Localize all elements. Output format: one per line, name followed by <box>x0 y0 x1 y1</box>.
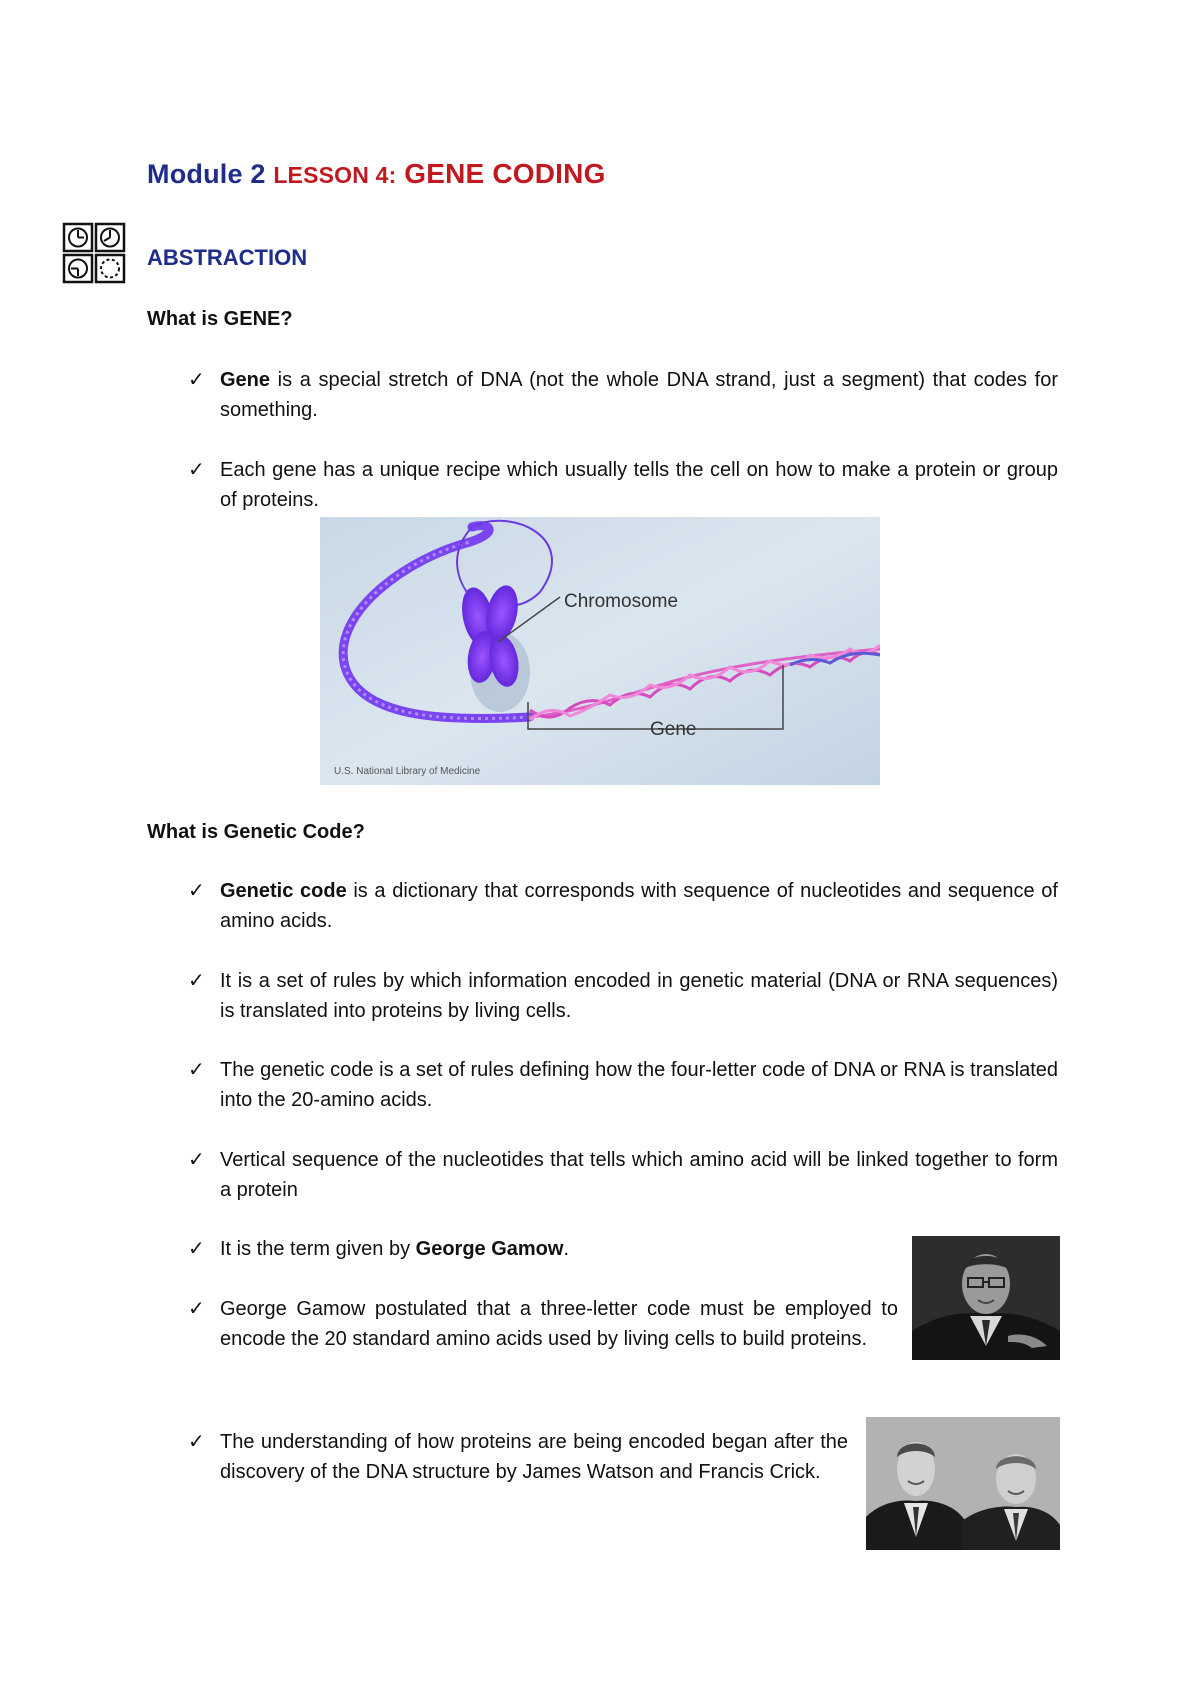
george-gamow-photo <box>912 1236 1060 1360</box>
checkmark-icon: ✓ <box>188 369 205 391</box>
lesson-label: LESSON 4: <box>273 162 397 188</box>
four-panel-clock-icon <box>62 222 126 284</box>
list-item: ✓ Gene is a special stretch of DNA (not the whole DNA strand, just a segment) that codes for something. <box>188 365 1058 425</box>
chromosome-gene-figure <box>320 517 880 785</box>
list-item: ✓ It is a set of rules by which information encoded in genetic material (DNA or RNA sequences) is translated into proteins by living cells. <box>188 966 1058 1026</box>
person-george-gamow: George Gamow <box>415 1238 564 1260</box>
section-heading: ABSTRACTION <box>147 245 308 270</box>
lesson-topic: GENE CODING <box>404 158 606 189</box>
question-gene: What is GENE? <box>147 308 293 330</box>
checkmark-icon: ✓ <box>188 970 205 992</box>
checkmark-icon: ✓ <box>188 1431 205 1453</box>
list-item: ✓ The understanding of how proteins are being encoded began after the discovery of the DNA structure by James Watson and Francis Crick. <box>188 1427 848 1517</box>
list-item: ✓ Vertical sequence of the nucleotides that tells which amino acid will be linked together to form a protein <box>188 1145 1058 1205</box>
chromosome-label: Chromosome <box>564 591 679 612</box>
image-credit: U.S. National Library of Medicine <box>334 766 481 777</box>
list-item: ✓ The genetic code is a set of rules defining how the four-letter code of DNA or RNA is translated into the 20-amino acids. <box>188 1055 1058 1115</box>
list-item: ✓ Each gene has a unique recipe which usually tells the cell on how to make a protein or group of proteins. <box>188 455 1058 515</box>
gene-label: Gene <box>650 719 697 740</box>
checkmark-icon: ✓ <box>188 1149 205 1171</box>
module-label: Module 2 <box>147 159 266 189</box>
list-item: ✓ Genetic code is a dictionary that corresponds with sequence of nucleotides and sequence of amino acids. <box>188 876 1058 936</box>
lesson-title <box>147 158 606 190</box>
checkmark-icon: ✓ <box>188 1238 205 1260</box>
term-genetic-code: Genetic code <box>220 880 347 902</box>
checkmark-icon: ✓ <box>188 1298 205 1320</box>
checkmark-icon: ✓ <box>188 880 205 902</box>
term-gene: Gene <box>220 369 271 391</box>
checkmark-icon: ✓ <box>188 1059 205 1081</box>
list-item: ✓ George Gamow postulated that a three-letter code must be employed to encode the 20 standard amino acids used by living cells to build proteins. <box>188 1294 898 1384</box>
checkmark-icon: ✓ <box>188 459 205 481</box>
question-genetic-code: What is Genetic Code? <box>147 821 365 843</box>
watson-crick-photo <box>866 1417 1060 1550</box>
list-item: ✓ It is the term given by George Gamow. <box>188 1234 888 1264</box>
